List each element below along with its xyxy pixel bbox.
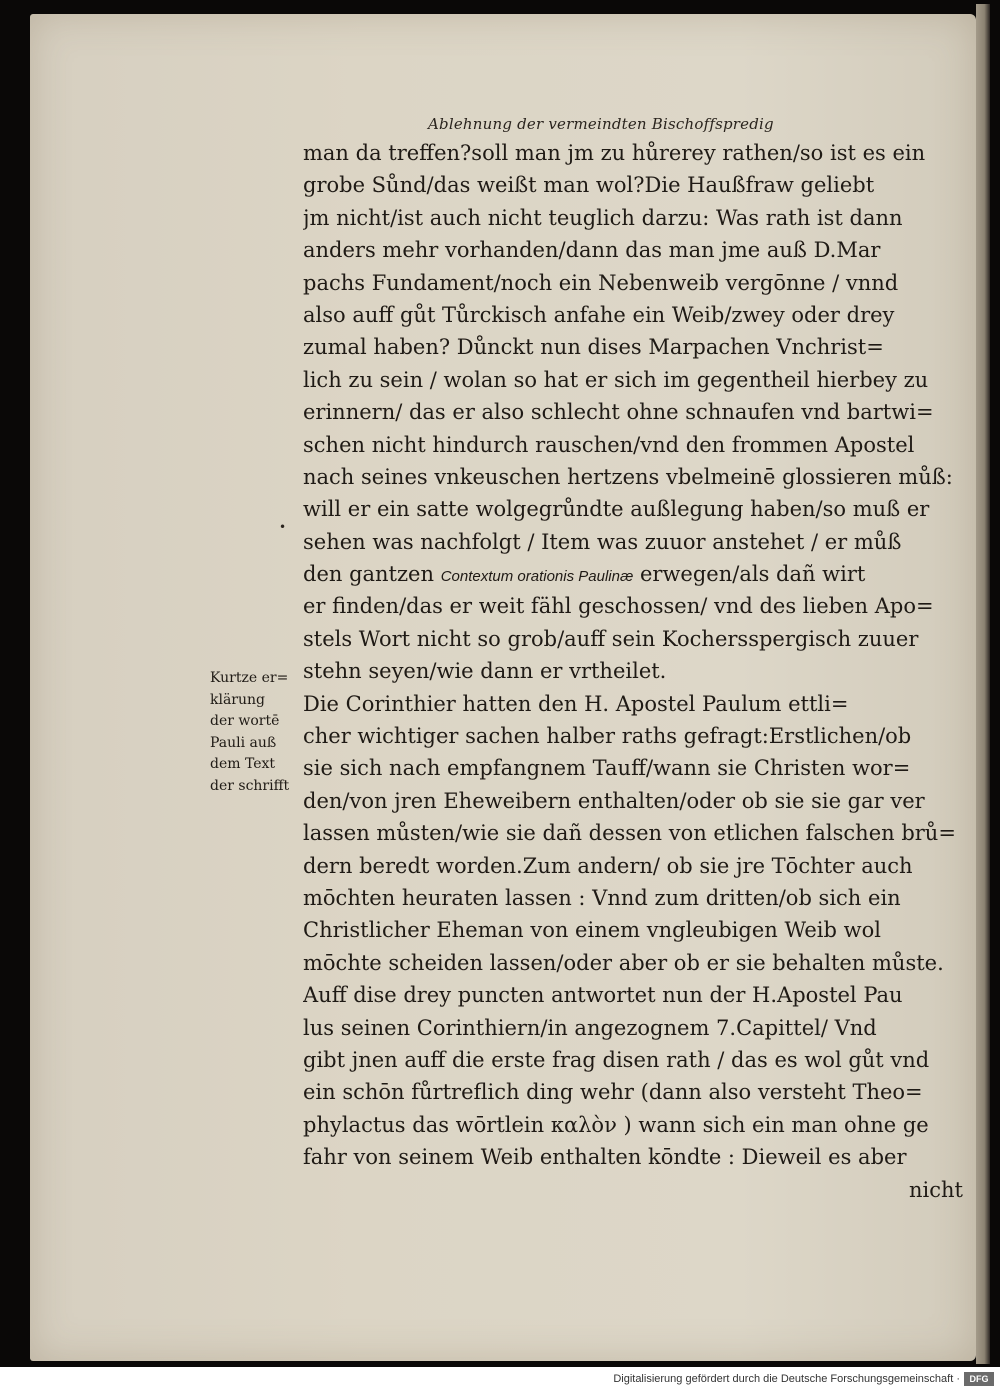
text-line: dern beredt worden.Zum andern/ ob sie jre Tōchter auch (303, 853, 913, 878)
text-line: sehen was nachfolgt / Item was zuuor anstehet / er můß (303, 529, 902, 554)
text-line: er finden/das er weit fähl geschossen/ vnd des lieben Apo= (303, 594, 934, 619)
marginal-note-line: der wortē (210, 713, 280, 729)
text-line: schen nicht hindurch rauschen/vnd den frommen Apostel (303, 432, 915, 457)
text-line: den gantzen Contextum orationis Paulinæ erwegen/als dañ wirt (303, 562, 866, 587)
text-line: also auff gůt Tůrckisch anfahe ein Weib/zwey oder drey (303, 302, 895, 327)
marginal-note-line: Kurtze er= (210, 670, 289, 686)
text-line: sie sich nach empfangnem Tauff/wann sie Christen wor= (303, 756, 911, 781)
text-line: mōchten heuraten lassen : Vnnd zum dritten/ob sich ein (303, 885, 901, 910)
text-line: gibt jnen auff die erste frag disen rath / das es wol gůt vnd (303, 1047, 930, 1072)
margin-mark: • (279, 520, 287, 534)
text-line: den/von jren Eheweibern enthalten/oder ob sie sie gar ver (303, 788, 925, 813)
dfg-logo: DFG (964, 1372, 994, 1386)
text-line: cher wichtiger sachen halber raths gefragt:Erstlichen/ob (303, 724, 912, 749)
latin-phrase: Contextum orationis Paulinæ (440, 568, 634, 586)
text-line: lassen můsten/wie sie dañ dessen von etlichen falschen brů= (303, 821, 956, 846)
text-line: will er ein satte wolgegrůndte außlegung haben/so muß er (303, 497, 930, 522)
text-line: stehn seyen/wie dann er vrtheilet. (303, 659, 667, 684)
text-line: pachs Fundament/noch ein Nebenweib vergōnne / vnnd (303, 270, 899, 295)
text-line: jm nicht/ist auch nicht teuglich darzu: Was rath ist dann (303, 205, 903, 230)
running-head: Ablehnung der vermeindten Bischoffspredig (428, 115, 774, 133)
text-line: grobe Sůnd/das weißt man wol?Die Haußfraw geliebt (303, 173, 875, 198)
page-edge (976, 4, 990, 1364)
text-line: mōchte scheiden lassen/oder aber ob er sie behalten můste. (303, 950, 944, 975)
footer-credit: Digitalisierung gefördert durch die Deutsche Forschungsgemeinschaft · (613, 1373, 960, 1385)
text-line: fahr von seinem Weib enthalten kōndte : Dieweil es aber (303, 1145, 907, 1170)
text-line: nach seines vnkeuschen hertzens vbelmeinē glossieren můß: (303, 464, 953, 489)
text-line: lich zu sein / wolan so hat er sich im gegentheil hierbey zu (303, 367, 929, 392)
marginal-note-line: klärung (210, 691, 265, 708)
marginal-note-line: der schrifft (210, 777, 290, 794)
text-line: stels Wort nicht so grob/auff sein Kochersspergisch zuuer (303, 626, 919, 651)
text-line: anders mehr vorhanden/dann das man jme auß D.Mar (303, 238, 881, 263)
text-line: ein schōn fůrtreflich ding wehr (dann also versteht Theo= (303, 1080, 923, 1105)
marginal-note-line: Pauli auß (210, 734, 277, 751)
text-line: erinnern/ das er also schlecht ohne schnaufen vnd bartwi= (303, 400, 934, 425)
text-line: Auff dise drey puncten antwortet nun der H.Apostel Pau (303, 983, 903, 1008)
marginal-note-line: dem Text (210, 756, 276, 772)
text-line: Die Corinthier hatten den H. Apostel Paulum ettli= (303, 691, 849, 716)
text-line: phylactus das wōrtlein καλὸν ) wann sich ein man ohne ge (303, 1112, 929, 1137)
text-line: zumal haben? Důnckt nun dises Marpachen Vnchrist= (303, 335, 884, 360)
text-line: nicht (909, 1177, 963, 1202)
text-line: man da treffen?soll man jm zu hůrerey rathen/so ist es ein (303, 141, 926, 165)
text-line: lus seinen Corinthiern/in angezognem 7.Capittel/ Vnd (303, 1015, 877, 1040)
text-line: Christlicher Eheman von einem vngleubigen Weib wol (303, 918, 881, 943)
body-text (303, 137, 963, 1206)
footer-bar (0, 1370, 1000, 1390)
marginal-note (210, 668, 305, 797)
